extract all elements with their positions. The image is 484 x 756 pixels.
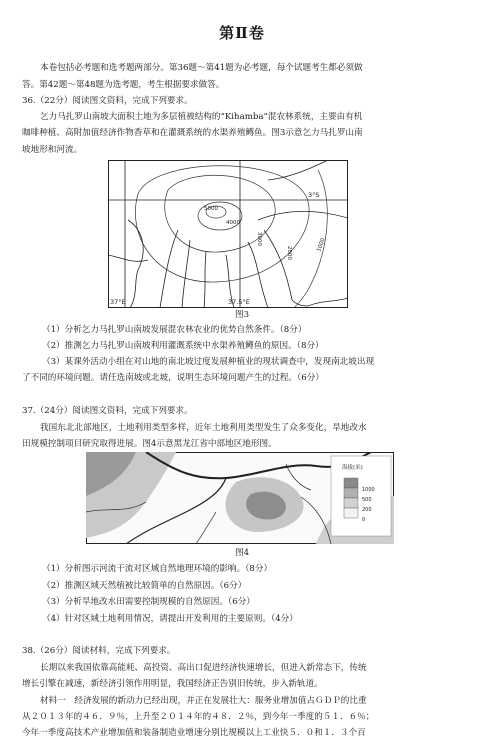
q38-material-4: 从２０１３年的４６．９％，上升至２０１４年的４８．２％，到今年一季度的５１．６％； [22,712,375,722]
q36-question-1: （1）分析乞力马扎罗山南坡发展混农林农业的优势自然条件。（8分） [42,325,307,335]
map4-legend [331,456,391,536]
q36-material-2: 咖啡种植、高附加值经济作物香草和在灌溉系统的水渠养殖鳟鱼。图3示意乞力马扎罗山南 [22,128,363,138]
q37-question-2: （2）推测区域天然植被比较简单的自然原因。（6分） [42,581,247,591]
q37-header: 37.（24分）阅读图文资料，完成下列要求。 [22,406,193,416]
lat-label: 3°S [308,191,320,199]
q37-material-1: 我国东北北部地区，土地利用类型多样，近年土地利用类型发生了众多变化，旱地改水 [40,423,367,433]
figure-3-caption: 图3 [234,310,250,320]
legend-value-1000: 1000 [362,487,375,493]
q36-header: 36.（22分）阅读图文资料，完成下列要求。 [22,96,193,106]
q38-material-1: 长期以来我国依靠高能耗、高投资、高出口促进经济快速增长，但进入新常态下，传统 [40,663,367,673]
q36-question-2: （2）推测乞力马扎罗山南坡利用灌溉系统中水渠养殖鳟鱼的原因。（8分） [42,341,324,351]
q37-question-1: （1）分析图示河流干流对区域自然地理环境的影响。（8分） [42,564,273,574]
map-frame [109,161,348,308]
q36-question-3-cont: 了不同的环境问题。请任选南坡或北坡，说明生态环境问题产生的过程。（6分） [22,373,324,383]
contour-label-2000: 2000 [286,246,292,260]
figure-4-svg [86,452,394,544]
section-title: 第Ⅱ卷 [219,24,265,42]
contour-lines [135,166,327,308]
figure-3-map [108,160,348,308]
intro-line-2: 答。第42题～第48题为选考题，考生根据要求做答。 [22,80,225,90]
rivers [108,160,348,308]
lon-right-label: 37.5°E [228,298,250,306]
q36-question-3: （3）某课外活动小组在对山地的南北坡过度发展种植业的现状调查中，发现南北坡出现 [42,357,375,367]
legend-value-500: 500 [362,497,372,503]
lon-left-label: 37°E [110,298,126,306]
legend-title: 海拔(米) [342,465,363,471]
q36-material-1: 乞力马扎罗山南坡大面积土地为多层植被结构的“Kihamba”混农林系统，主要由有机 [40,112,363,122]
q37-material-2: 田规模控制项目研究取得进展。图4示意黑龙江省中部地区地形图。 [22,439,277,449]
contour-label-4000: 4000 [226,220,240,226]
contour-label-5000: 5000 [204,206,218,212]
q38-material-2: 增长引擎在减速，新经济引领作用明显，我国经济正告别旧传统，步入新轨道。 [22,679,323,689]
legend-value-0: 0 [362,517,366,523]
q38-material-3: 材料一 经济发展的新动力已经出现，并正在发展壮大：服务业增加值占ＧＤＰ的比重 [40,696,367,706]
legend-value-200: 200 [362,507,372,513]
q37-question-4: （4）针对区域土地利用情况，请提出开发利用的主要原则。（4分） [42,614,298,624]
contour-label-3000: 3000 [256,232,262,246]
figure-4-caption: 图4 [234,548,250,558]
contour-2000 [135,166,309,282]
figure-4-map [86,452,394,544]
q37-question-3: （3）分析旱地改水田需要控制规模的自然原因。（6分） [42,597,255,607]
intro-line-1: 本卷包括必考题和选考题两部分。第36题～第41题为必考题，每个试题考生都必须做 [40,63,363,73]
q36-material-3: 坡地形和河流。 [22,145,83,155]
contour-label-1000: 1000 [316,237,327,253]
q38-header: 38.（26分）阅读材料，完成下列要求。 [22,646,176,656]
figure-3-svg [108,160,348,308]
q38-material-5: 今年一季度高技术产业增加值和装备制造业增速分别比规模以上工业快５．０和１．３个百 [22,728,366,738]
